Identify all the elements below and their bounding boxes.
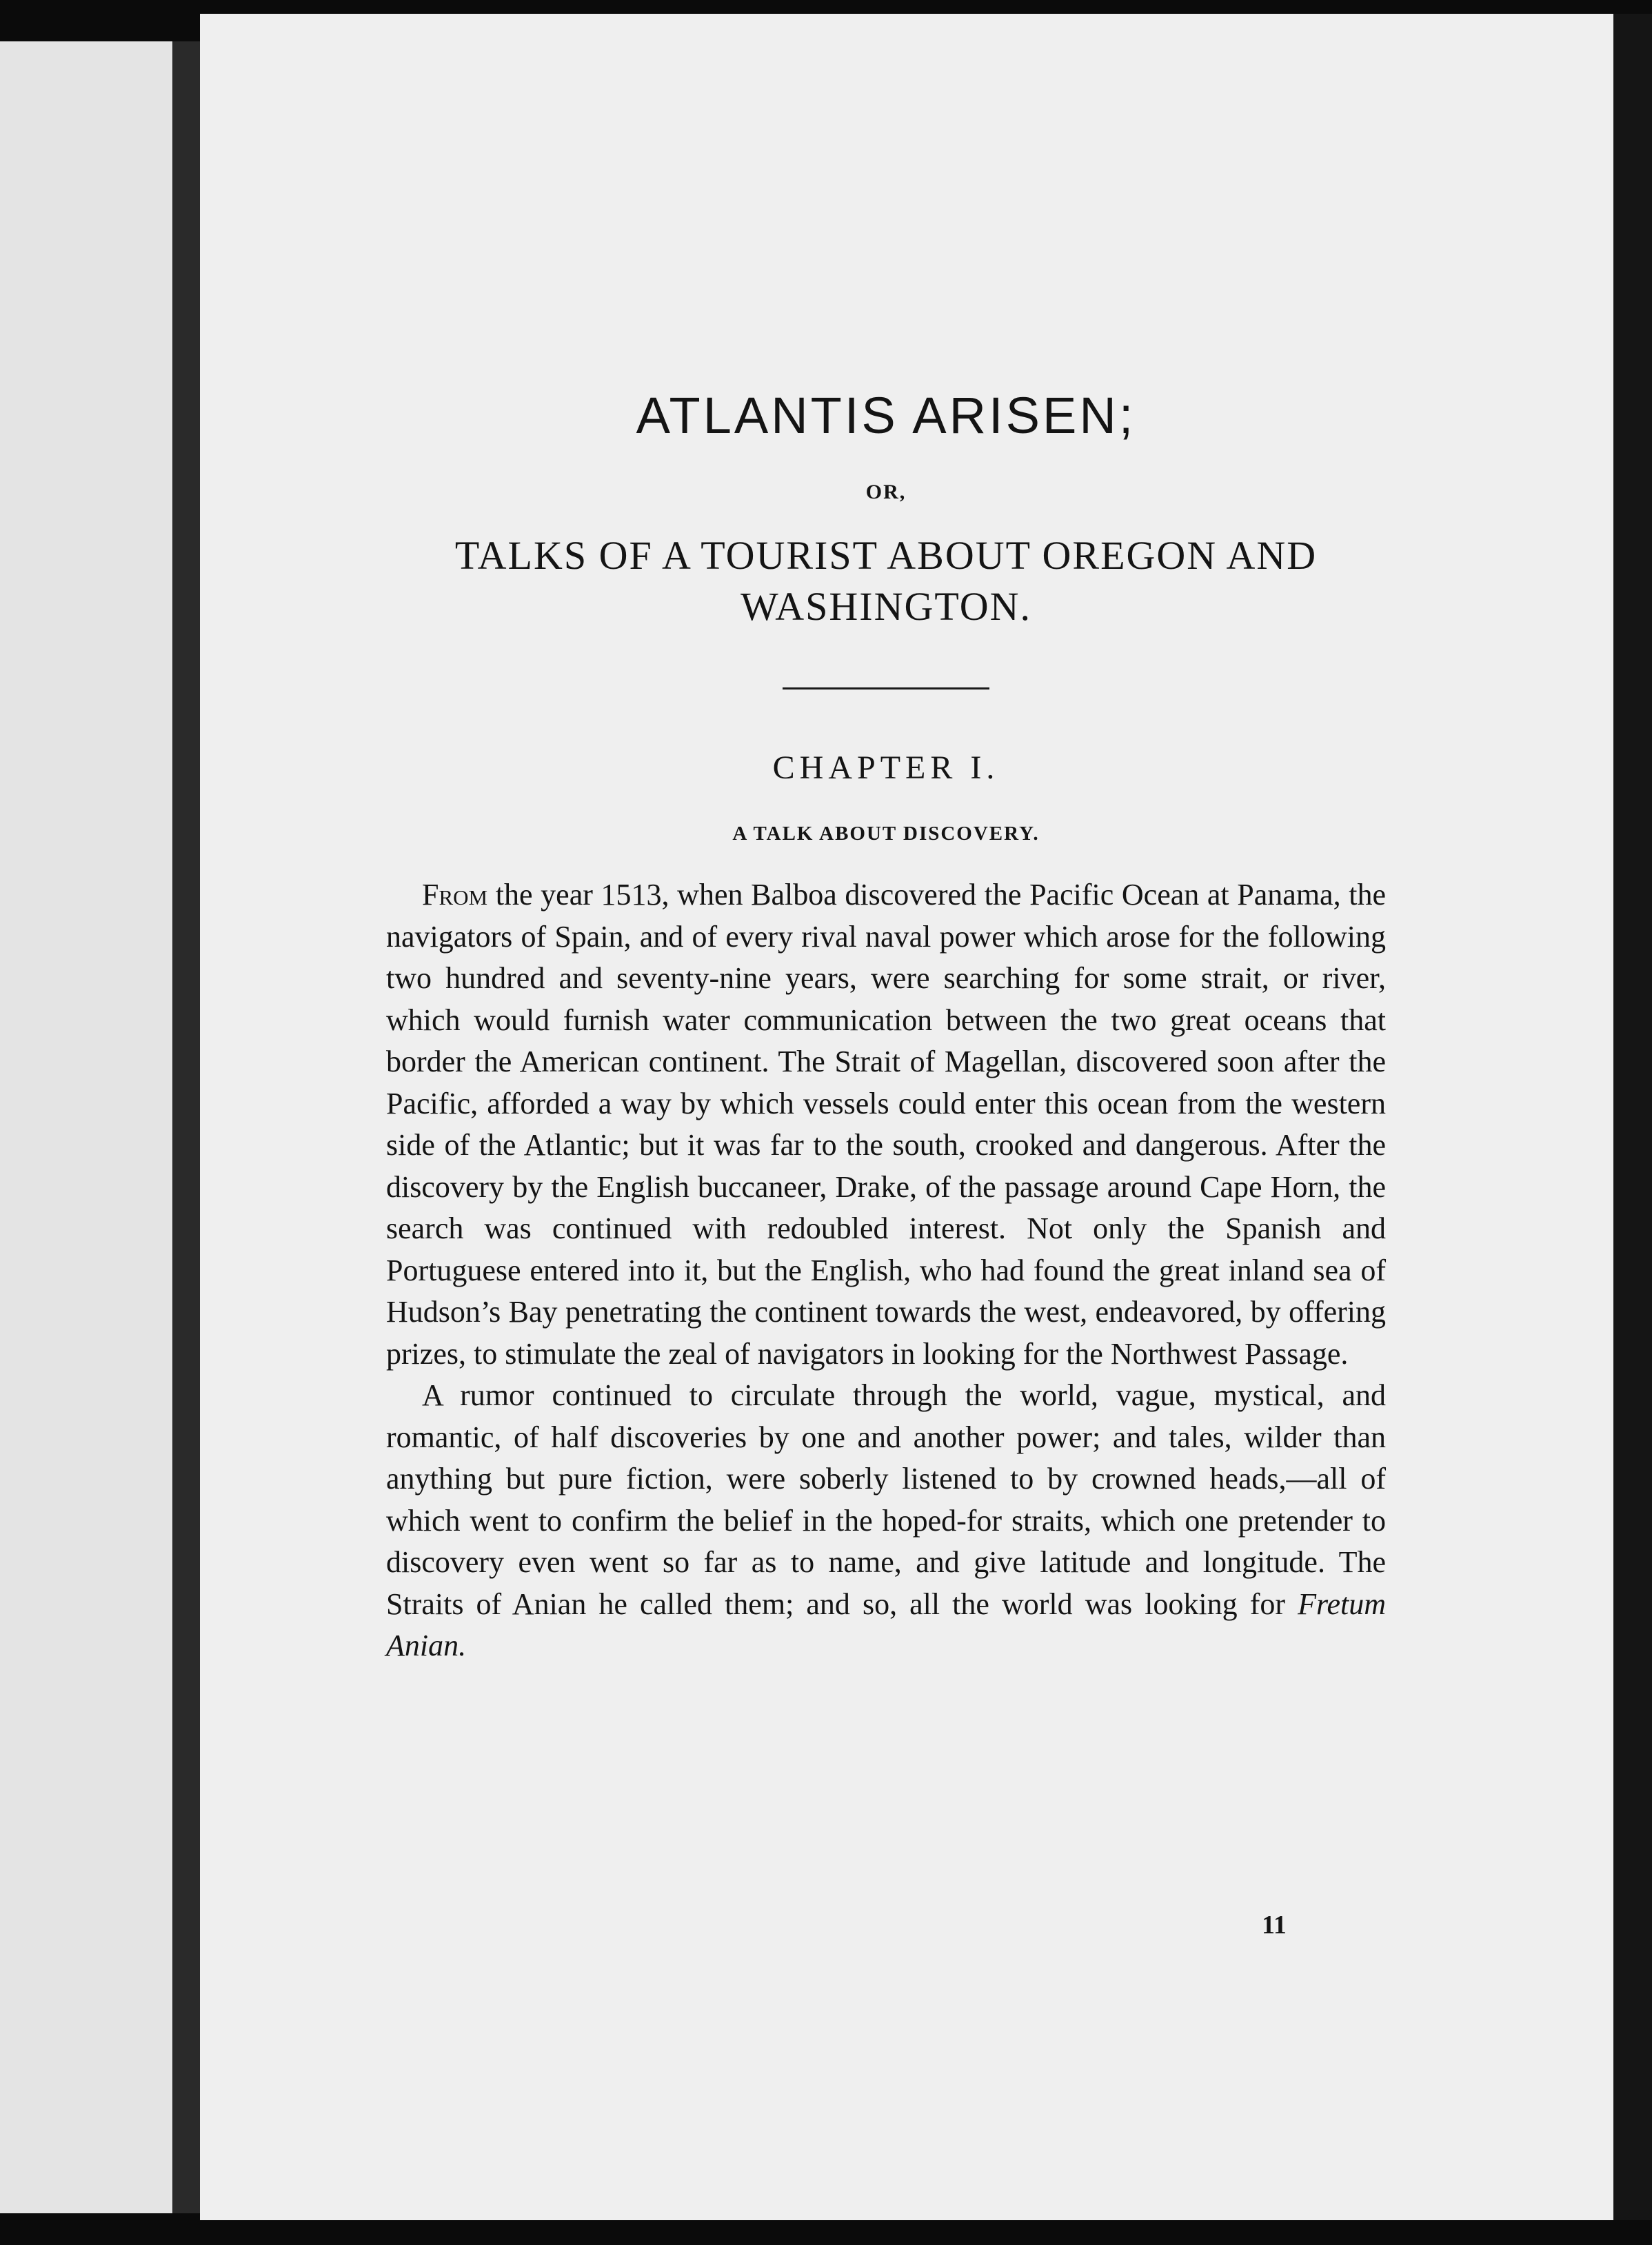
chapter-heading: CHAPTER I. xyxy=(772,749,1000,787)
book-subtitle: TALKS OF A TOURIST ABOUT OREGON AND WASHINGTON. xyxy=(454,533,1318,630)
page-content xyxy=(386,386,1386,1667)
chapter-subheading: A TALK ABOUT DISCOVERY. xyxy=(732,823,1040,845)
book-title: ATLANTIS ARISEN; xyxy=(636,387,1136,444)
paragraph-2 xyxy=(386,1375,1386,1667)
paragraph-lead-word: From xyxy=(422,878,488,912)
title-divider xyxy=(783,687,989,689)
book-gutter xyxy=(172,41,200,2213)
page-number: 11 xyxy=(1262,1911,1287,1940)
paragraph-2-italic: Fretum Anian. xyxy=(386,1587,1386,1663)
paragraph-1-text: the year 1513, when Balboa discovered the Pacific Ocean at Panama, the navigators of Spain, and of every rival naval power which arose for the following two hundred and seventy-nine years, were searching for some strait, or river, which would furnish water communication between the two great oceans that border the American continent. The Strait of Magellan, discovered soon after the Pacific, afforded a way by which vessels could enter this ocean from the western side of the Atlantic; but it was far to the south, crooked and dangerous. After the discovery by the English buccaneer, Drake, of the passage around Cape Horn, the search was continued with redoubled interest. Not only the Spanish and Portuguese entered into it, but the English, who had found the great inland sea of Hudson’s Bay penetrating the continent towards the west, endeavored, by offering prizes, to stimulate the zeal of navigators in looking for the Northwest Passage. xyxy=(386,878,1386,1371)
paragraph-2-text: A rumor continued to circulate through the world, vague, mystical, and romantic, of half discoveries by one and another power; and tales, wilder than anything but pure fiction, were soberly listened to by crowned heads,—all of which went to confirm the belief in the hoped-for straits, which one pretender to discovery even went so far as to name, and give latitude and longitude. The Straits of Anian he called them; and so, all the world was looking for xyxy=(386,1378,1386,1621)
paragraph-1 xyxy=(386,874,1386,1375)
left-page-edge xyxy=(0,41,172,2213)
right-page-edge xyxy=(1613,14,1652,2220)
title-connector: OR, xyxy=(865,481,907,503)
